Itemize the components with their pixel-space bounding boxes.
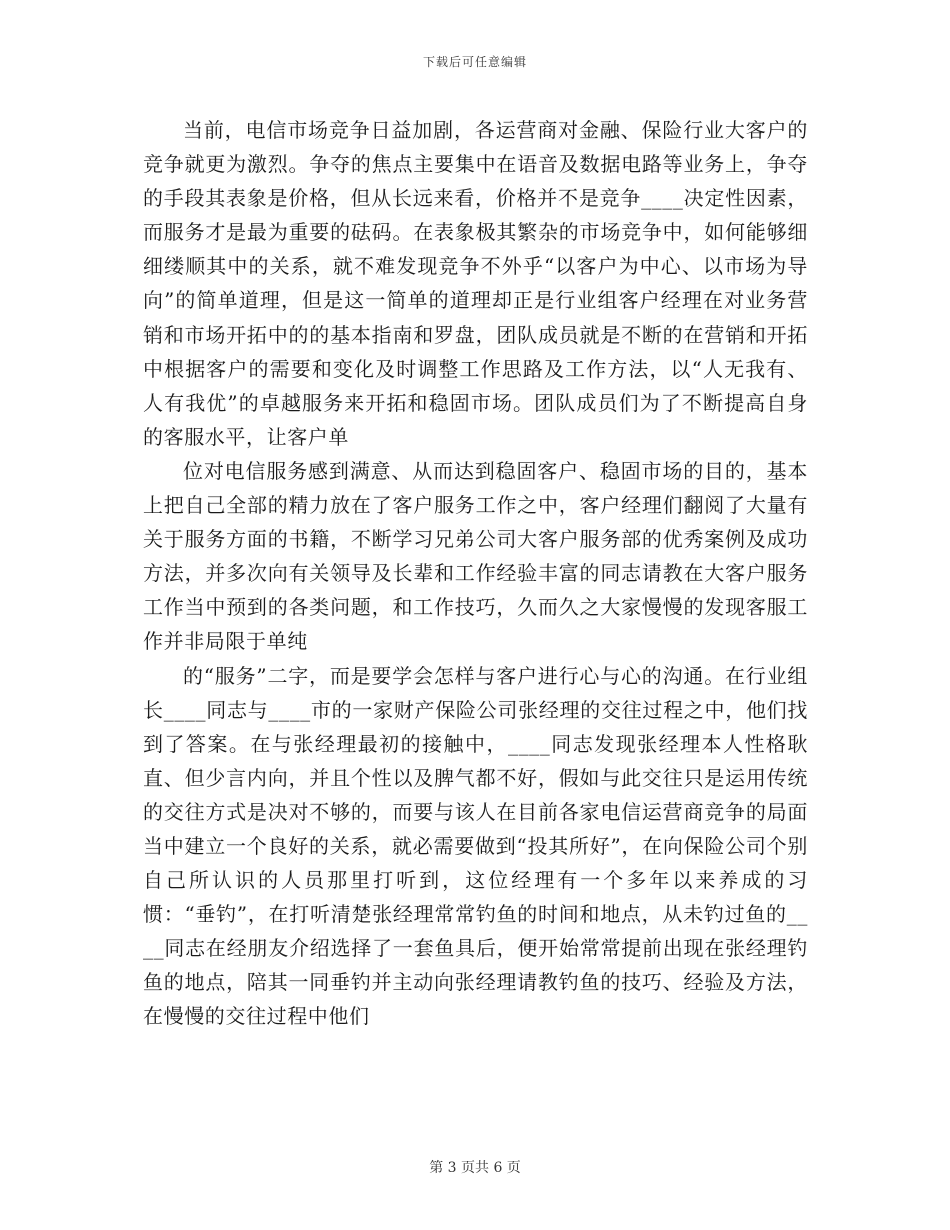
paragraph-2: 位对电信服务感到满意、从而达到稳固客户、稳固市场的目的，基本上把自己全部的精力放在了客户服务工作之中，客户经理们翻阅了大量有关于服务方面的书籍，不断学习兄弟公司大客户服务部的优秀案例及成功方法，并多次向有关领导及长辈和工作经验丰富的同志请教在大客户服务工作当中预到的各类问题，和工作技巧，久而久之大家慢慢的发现客服工作并非局限于单纯 xyxy=(143,458,808,654)
document-body xyxy=(143,113,808,1034)
page-header: 下载后可任意编辑 xyxy=(422,55,527,69)
page-number-footer: 第 3 页共 6 页 xyxy=(429,1160,521,1176)
paragraph-1: 当前，电信市场竞争日益加剧，各运营商对金融、保险行业大客户的竞争就更为激烈。争夺的焦点主要集中在语音及数据电路等业务上，争夺的手段其表象是价格，但从长远来看，价格并不是竞争____决定性因素，而服务才是最为重要的砝码。在表象极其繁杂的市场竞争中，如何能够细细缕顺其中的关系，就不难发现竞争不外乎“以客户为中心、以市场为导向”的简单道理，但是这一简单的道理却正是行业组客户经理在对业务营销和市场开拓中的的基本指南和罗盘，团队成员就是不断的在营销和开拓中根据客户的需要和变化及时调整工作思路及工作方法，以“人无我有、人有我优”的卓越服务来开拓和稳固市场。团队成员们为了不断提高自身的客服水平，让客户单 xyxy=(143,118,808,449)
paragraph-3: 的“服务”二字，而是要学会怎样与客户进行心与心的沟通。在行业组长____同志与____市的一家财产保险公司张经理的交往过程之中，他们找到了答案。在与张经理最初的接触中，____同志发现张经理本人性格耿直、但少言内向，并且个性以及脾气都不好，假如与此交往只是运用传统的交往方式是决对不够的，而要与该人在目前各家电信运营商竞争的局面当中建立一个良好的关系，就必需要做到“投其所好”，在向保险公司个别自己所认识的人员那里打听到，这位经理有一个多年以来养成的习惯：“垂钓”，在打听清楚张经理常常钓鱼的时间和地点，从未钓过鱼的____同志在经朋友介绍选择了一套鱼具后，便开始常常提前出现在张经理钓鱼的地点，陪其一同垂钓并主动向张经理请教钓鱼的技巧、经验及方法，在慢慢的交往过程中他们 xyxy=(143,663,808,1029)
